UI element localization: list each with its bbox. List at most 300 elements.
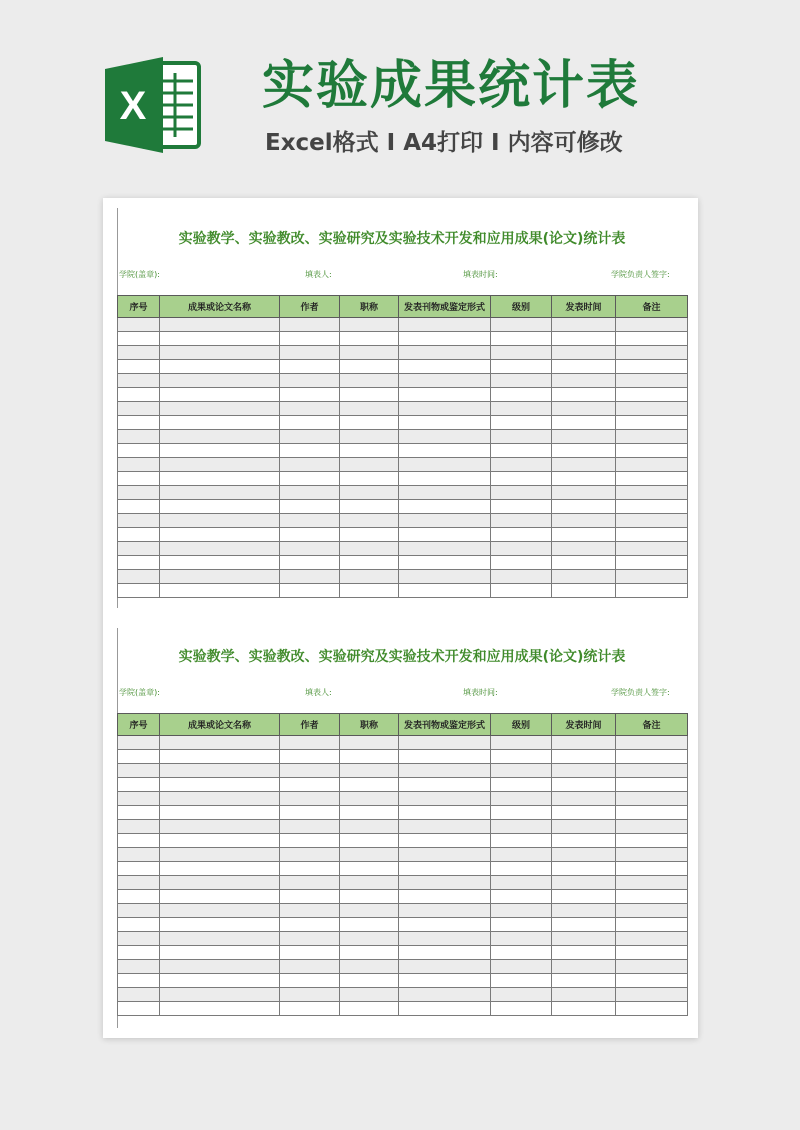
table-cell[interactable] <box>340 584 399 598</box>
table-cell[interactable] <box>491 556 552 570</box>
table-cell[interactable] <box>160 736 280 750</box>
table-cell[interactable] <box>160 974 280 988</box>
table-cell[interactable] <box>399 932 491 946</box>
table-cell[interactable] <box>280 834 340 848</box>
table-cell[interactable] <box>118 528 160 542</box>
table-cell[interactable] <box>118 932 160 946</box>
table-cell[interactable] <box>160 514 280 528</box>
table-cell[interactable] <box>160 486 280 500</box>
table-cell[interactable] <box>399 416 491 430</box>
table-cell[interactable] <box>340 820 399 834</box>
table-cell[interactable] <box>340 862 399 876</box>
table-cell[interactable] <box>118 416 160 430</box>
table-cell[interactable] <box>160 374 280 388</box>
table-cell[interactable] <box>399 988 491 1002</box>
table-cell[interactable] <box>280 1002 340 1016</box>
table-cell[interactable] <box>399 528 491 542</box>
table-cell[interactable] <box>340 792 399 806</box>
table-cell[interactable] <box>491 876 552 890</box>
table-cell[interactable] <box>280 960 340 974</box>
table-cell[interactable] <box>118 834 160 848</box>
table-cell[interactable] <box>491 820 552 834</box>
table-cell[interactable] <box>399 946 491 960</box>
table-cell[interactable] <box>280 556 340 570</box>
table-cell[interactable] <box>616 820 688 834</box>
table-cell[interactable] <box>340 570 399 584</box>
table-cell[interactable] <box>118 542 160 556</box>
table-cell[interactable] <box>491 946 552 960</box>
table-cell[interactable] <box>399 374 491 388</box>
table-cell[interactable] <box>399 458 491 472</box>
table-cell[interactable] <box>280 988 340 1002</box>
table-cell[interactable] <box>552 318 616 332</box>
table-cell[interactable] <box>118 862 160 876</box>
table-cell[interactable] <box>399 876 491 890</box>
table-cell[interactable] <box>552 918 616 932</box>
table-cell[interactable] <box>280 514 340 528</box>
table-cell[interactable] <box>491 388 552 402</box>
table-cell[interactable] <box>160 834 280 848</box>
table-cell[interactable] <box>399 750 491 764</box>
table-cell[interactable] <box>616 556 688 570</box>
table-cell[interactable] <box>280 500 340 514</box>
table-cell[interactable] <box>616 876 688 890</box>
table-cell[interactable] <box>340 932 399 946</box>
table-cell[interactable] <box>340 750 399 764</box>
table-cell[interactable] <box>118 806 160 820</box>
table-cell[interactable] <box>160 416 280 430</box>
table-cell[interactable] <box>118 890 160 904</box>
table-cell[interactable] <box>399 584 491 598</box>
table-cell[interactable] <box>160 904 280 918</box>
table-cell[interactable] <box>160 946 280 960</box>
table-cell[interactable] <box>340 778 399 792</box>
table-cell[interactable] <box>552 834 616 848</box>
table-cell[interactable] <box>552 500 616 514</box>
table-cell[interactable] <box>399 778 491 792</box>
table-cell[interactable] <box>160 430 280 444</box>
table-cell[interactable] <box>491 848 552 862</box>
table-cell[interactable] <box>118 876 160 890</box>
table-cell[interactable] <box>340 514 399 528</box>
table-cell[interactable] <box>616 988 688 1002</box>
table-cell[interactable] <box>118 472 160 486</box>
table-cell[interactable] <box>616 918 688 932</box>
table-cell[interactable] <box>399 736 491 750</box>
table-cell[interactable] <box>280 584 340 598</box>
table-cell[interactable] <box>160 876 280 890</box>
table-cell[interactable] <box>491 932 552 946</box>
table-cell[interactable] <box>552 570 616 584</box>
table-cell[interactable] <box>399 542 491 556</box>
table-cell[interactable] <box>118 374 160 388</box>
table-cell[interactable] <box>160 778 280 792</box>
table-cell[interactable] <box>280 736 340 750</box>
table-cell[interactable] <box>491 584 552 598</box>
table-cell[interactable] <box>491 402 552 416</box>
table-cell[interactable] <box>118 500 160 514</box>
table-cell[interactable] <box>552 360 616 374</box>
table-cell[interactable] <box>552 792 616 806</box>
table-cell[interactable] <box>118 904 160 918</box>
table-cell[interactable] <box>118 318 160 332</box>
table-cell[interactable] <box>340 834 399 848</box>
table-cell[interactable] <box>616 402 688 416</box>
table-cell[interactable] <box>280 890 340 904</box>
table-cell[interactable] <box>399 862 491 876</box>
table-cell[interactable] <box>160 918 280 932</box>
table-cell[interactable] <box>280 862 340 876</box>
table-cell[interactable] <box>616 416 688 430</box>
table-cell[interactable] <box>491 472 552 486</box>
table-cell[interactable] <box>399 570 491 584</box>
table-cell[interactable] <box>552 528 616 542</box>
table-cell[interactable] <box>160 542 280 556</box>
table-cell[interactable] <box>160 402 280 416</box>
table-cell[interactable] <box>616 806 688 820</box>
table-cell[interactable] <box>160 444 280 458</box>
table-cell[interactable] <box>491 862 552 876</box>
table-cell[interactable] <box>118 584 160 598</box>
table-cell[interactable] <box>280 388 340 402</box>
table-cell[interactable] <box>552 750 616 764</box>
table-cell[interactable] <box>118 388 160 402</box>
table-cell[interactable] <box>552 778 616 792</box>
table-cell[interactable] <box>399 806 491 820</box>
table-cell[interactable] <box>491 444 552 458</box>
table-cell[interactable] <box>399 918 491 932</box>
table-cell[interactable] <box>340 458 399 472</box>
table-cell[interactable] <box>340 360 399 374</box>
table-cell[interactable] <box>160 458 280 472</box>
table-cell[interactable] <box>160 820 280 834</box>
table-cell[interactable] <box>552 444 616 458</box>
table-cell[interactable] <box>340 528 399 542</box>
table-cell[interactable] <box>118 988 160 1002</box>
table-cell[interactable] <box>616 974 688 988</box>
table-cell[interactable] <box>160 346 280 360</box>
table-cell[interactable] <box>552 904 616 918</box>
table-cell[interactable] <box>616 862 688 876</box>
table-cell[interactable] <box>491 778 552 792</box>
table-cell[interactable] <box>399 346 491 360</box>
table-cell[interactable] <box>399 974 491 988</box>
table-cell[interactable] <box>616 472 688 486</box>
table-cell[interactable] <box>280 416 340 430</box>
table-cell[interactable] <box>552 890 616 904</box>
table-cell[interactable] <box>280 472 340 486</box>
table-cell[interactable] <box>552 374 616 388</box>
table-cell[interactable] <box>616 374 688 388</box>
table-cell[interactable] <box>399 430 491 444</box>
table-cell[interactable] <box>491 764 552 778</box>
table-cell[interactable] <box>616 890 688 904</box>
table-cell[interactable] <box>280 750 340 764</box>
table-cell[interactable] <box>160 360 280 374</box>
table-cell[interactable] <box>552 458 616 472</box>
table-cell[interactable] <box>160 500 280 514</box>
table-cell[interactable] <box>280 904 340 918</box>
table-cell[interactable] <box>340 946 399 960</box>
table-cell[interactable] <box>616 904 688 918</box>
table-cell[interactable] <box>399 820 491 834</box>
table-cell[interactable] <box>491 458 552 472</box>
table-cell[interactable] <box>118 444 160 458</box>
table-cell[interactable] <box>280 486 340 500</box>
table-cell[interactable] <box>491 346 552 360</box>
table-cell[interactable] <box>280 430 340 444</box>
table-cell[interactable] <box>280 346 340 360</box>
table-cell[interactable] <box>118 974 160 988</box>
table-cell[interactable] <box>552 932 616 946</box>
table-cell[interactable] <box>491 834 552 848</box>
table-cell[interactable] <box>280 528 340 542</box>
table-cell[interactable] <box>280 764 340 778</box>
table-cell[interactable] <box>616 388 688 402</box>
table-cell[interactable] <box>616 514 688 528</box>
table-cell[interactable] <box>160 806 280 820</box>
table-cell[interactable] <box>160 584 280 598</box>
table-cell[interactable] <box>340 416 399 430</box>
table-cell[interactable] <box>340 500 399 514</box>
table-cell[interactable] <box>399 764 491 778</box>
table-cell[interactable] <box>160 388 280 402</box>
table-cell[interactable] <box>118 848 160 862</box>
table-cell[interactable] <box>280 806 340 820</box>
table-cell[interactable] <box>160 960 280 974</box>
table-cell[interactable] <box>491 750 552 764</box>
table-cell[interactable] <box>491 988 552 1002</box>
table-cell[interactable] <box>399 360 491 374</box>
table-cell[interactable] <box>399 792 491 806</box>
table-cell[interactable] <box>280 820 340 834</box>
table-cell[interactable] <box>280 918 340 932</box>
table-cell[interactable] <box>118 332 160 346</box>
table-cell[interactable] <box>118 750 160 764</box>
table-cell[interactable] <box>616 570 688 584</box>
table-cell[interactable] <box>552 988 616 1002</box>
table-cell[interactable] <box>340 556 399 570</box>
table-cell[interactable] <box>118 402 160 416</box>
table-cell[interactable] <box>160 750 280 764</box>
table-cell[interactable] <box>616 444 688 458</box>
table-cell[interactable] <box>118 458 160 472</box>
table-cell[interactable] <box>340 890 399 904</box>
table-cell[interactable] <box>616 528 688 542</box>
table-cell[interactable] <box>552 514 616 528</box>
table-cell[interactable] <box>616 764 688 778</box>
table-cell[interactable] <box>491 890 552 904</box>
table-cell[interactable] <box>118 918 160 932</box>
table-cell[interactable] <box>552 430 616 444</box>
table-cell[interactable] <box>552 402 616 416</box>
table-cell[interactable] <box>340 1002 399 1016</box>
table-cell[interactable] <box>491 500 552 514</box>
table-cell[interactable] <box>160 988 280 1002</box>
table-cell[interactable] <box>399 318 491 332</box>
table-cell[interactable] <box>616 500 688 514</box>
table-cell[interactable] <box>340 318 399 332</box>
table-cell[interactable] <box>118 514 160 528</box>
table-cell[interactable] <box>340 806 399 820</box>
table-cell[interactable] <box>552 848 616 862</box>
table-cell[interactable] <box>616 778 688 792</box>
table-cell[interactable] <box>280 458 340 472</box>
table-cell[interactable] <box>491 430 552 444</box>
table-cell[interactable] <box>491 792 552 806</box>
table-cell[interactable] <box>616 736 688 750</box>
table-cell[interactable] <box>491 570 552 584</box>
table-cell[interactable] <box>340 472 399 486</box>
table-cell[interactable] <box>118 556 160 570</box>
table-cell[interactable] <box>340 736 399 750</box>
table-cell[interactable] <box>160 848 280 862</box>
table-cell[interactable] <box>280 332 340 346</box>
table-cell[interactable] <box>118 820 160 834</box>
table-cell[interactable] <box>280 848 340 862</box>
table-cell[interactable] <box>280 792 340 806</box>
table-cell[interactable] <box>399 514 491 528</box>
table-cell[interactable] <box>160 472 280 486</box>
table-cell[interactable] <box>491 974 552 988</box>
table-cell[interactable] <box>280 402 340 416</box>
table-cell[interactable] <box>616 318 688 332</box>
table-cell[interactable] <box>399 332 491 346</box>
table-cell[interactable] <box>340 486 399 500</box>
table-cell[interactable] <box>118 1002 160 1016</box>
table-cell[interactable] <box>160 862 280 876</box>
table-cell[interactable] <box>552 416 616 430</box>
table-cell[interactable] <box>552 346 616 360</box>
table-cell[interactable] <box>399 402 491 416</box>
table-cell[interactable] <box>160 528 280 542</box>
table-cell[interactable] <box>491 374 552 388</box>
table-cell[interactable] <box>616 360 688 374</box>
table-cell[interactable] <box>552 1002 616 1016</box>
table-cell[interactable] <box>160 764 280 778</box>
table-cell[interactable] <box>160 1002 280 1016</box>
table-cell[interactable] <box>118 360 160 374</box>
table-cell[interactable] <box>340 388 399 402</box>
table-cell[interactable] <box>118 792 160 806</box>
table-cell[interactable] <box>616 946 688 960</box>
table-cell[interactable] <box>280 360 340 374</box>
table-cell[interactable] <box>118 570 160 584</box>
table-cell[interactable] <box>616 332 688 346</box>
table-cell[interactable] <box>340 764 399 778</box>
table-cell[interactable] <box>491 918 552 932</box>
table-cell[interactable] <box>491 542 552 556</box>
table-cell[interactable] <box>552 472 616 486</box>
table-cell[interactable] <box>118 736 160 750</box>
table-cell[interactable] <box>552 974 616 988</box>
table-cell[interactable] <box>340 402 399 416</box>
table-cell[interactable] <box>118 946 160 960</box>
table-cell[interactable] <box>552 820 616 834</box>
table-cell[interactable] <box>491 1002 552 1016</box>
table-cell[interactable] <box>491 486 552 500</box>
table-cell[interactable] <box>340 542 399 556</box>
table-cell[interactable] <box>616 750 688 764</box>
table-cell[interactable] <box>399 848 491 862</box>
table-cell[interactable] <box>552 736 616 750</box>
table-cell[interactable] <box>160 332 280 346</box>
table-cell[interactable] <box>552 806 616 820</box>
table-cell[interactable] <box>399 960 491 974</box>
table-cell[interactable] <box>399 890 491 904</box>
table-cell[interactable] <box>280 974 340 988</box>
table-cell[interactable] <box>340 332 399 346</box>
table-cell[interactable] <box>491 528 552 542</box>
table-cell[interactable] <box>118 486 160 500</box>
table-cell[interactable] <box>399 556 491 570</box>
table-cell[interactable] <box>616 430 688 444</box>
table-cell[interactable] <box>491 514 552 528</box>
table-cell[interactable] <box>552 862 616 876</box>
table-cell[interactable] <box>399 472 491 486</box>
table-cell[interactable] <box>491 332 552 346</box>
table-cell[interactable] <box>280 444 340 458</box>
table-cell[interactable] <box>616 542 688 556</box>
table-cell[interactable] <box>340 346 399 360</box>
table-cell[interactable] <box>340 848 399 862</box>
table-cell[interactable] <box>491 416 552 430</box>
table-cell[interactable] <box>616 584 688 598</box>
table-cell[interactable] <box>399 486 491 500</box>
table-cell[interactable] <box>340 430 399 444</box>
table-cell[interactable] <box>280 946 340 960</box>
table-cell[interactable] <box>552 542 616 556</box>
table-cell[interactable] <box>552 388 616 402</box>
table-cell[interactable] <box>118 960 160 974</box>
table-cell[interactable] <box>160 932 280 946</box>
table-cell[interactable] <box>491 960 552 974</box>
table-cell[interactable] <box>616 834 688 848</box>
table-cell[interactable] <box>552 876 616 890</box>
table-cell[interactable] <box>340 374 399 388</box>
table-cell[interactable] <box>118 430 160 444</box>
table-cell[interactable] <box>399 904 491 918</box>
table-cell[interactable] <box>616 486 688 500</box>
table-cell[interactable] <box>280 374 340 388</box>
table-cell[interactable] <box>118 778 160 792</box>
table-cell[interactable] <box>616 932 688 946</box>
table-cell[interactable] <box>491 736 552 750</box>
table-cell[interactable] <box>616 792 688 806</box>
table-cell[interactable] <box>491 318 552 332</box>
table-cell[interactable] <box>616 848 688 862</box>
table-cell[interactable] <box>340 444 399 458</box>
table-cell[interactable] <box>552 486 616 500</box>
table-cell[interactable] <box>616 1002 688 1016</box>
table-cell[interactable] <box>280 542 340 556</box>
table-cell[interactable] <box>552 946 616 960</box>
table-cell[interactable] <box>552 764 616 778</box>
table-cell[interactable] <box>491 806 552 820</box>
table-cell[interactable] <box>340 988 399 1002</box>
table-cell[interactable] <box>160 318 280 332</box>
table-cell[interactable] <box>160 556 280 570</box>
table-cell[interactable] <box>616 346 688 360</box>
table-cell[interactable] <box>616 960 688 974</box>
table-cell[interactable] <box>340 960 399 974</box>
table-cell[interactable] <box>280 778 340 792</box>
table-cell[interactable] <box>118 346 160 360</box>
table-cell[interactable] <box>280 570 340 584</box>
table-cell[interactable] <box>552 584 616 598</box>
table-cell[interactable] <box>160 570 280 584</box>
table-cell[interactable] <box>552 960 616 974</box>
